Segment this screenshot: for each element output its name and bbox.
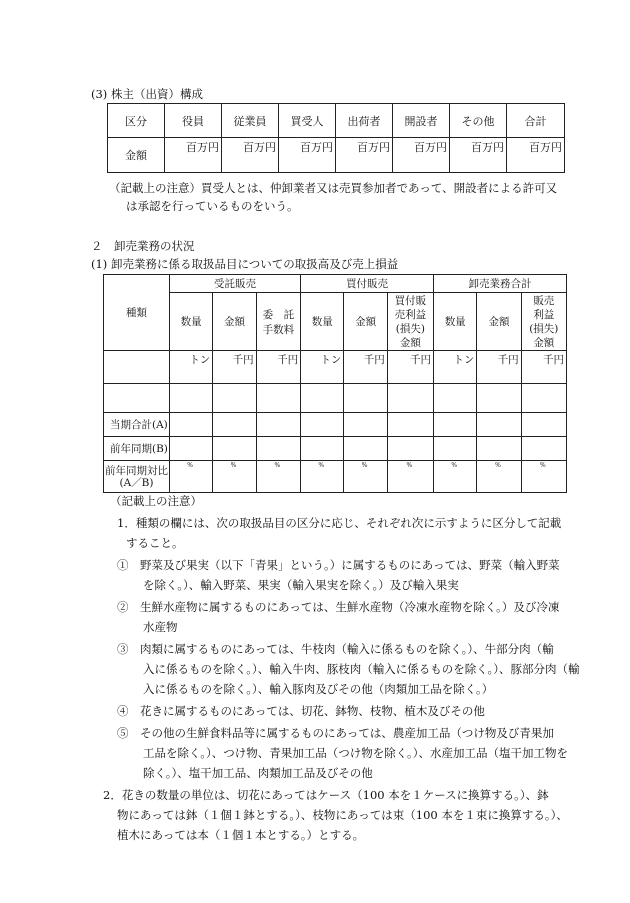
note-line: を除く。）、輸入野菜、果実（輸入果実を除く。）及び輸入果実 xyxy=(143,578,459,592)
note-line: 入に係るものを除く。）、輸入豚肉及びその他（肉類加工品を除く。） xyxy=(143,682,494,696)
note-line: 入に係るものを除く。）、輸入牛肉、豚枝肉（輸入に係るものを除く。）、豚部分肉（輸 xyxy=(143,662,580,676)
shareholder-table xyxy=(107,103,565,173)
unit-cell: トン xyxy=(170,351,213,384)
note-line: ③ 肉類に属するものにあっては、牛枝肉（輸入に係るものを除く。）、牛部分肉（輸 xyxy=(117,642,554,656)
note-line: ① 野菜及び果実（以下「青果」という。）に属するものにあっては、野菜（輸入野菜 xyxy=(117,558,560,572)
note-line: 工品を除く。）、つけ物、青果加工品（つけ物を除く。）、水産加工品（塩干加工物を xyxy=(143,746,569,760)
table-row xyxy=(104,351,567,384)
sub-quantity: 数量 xyxy=(170,293,213,351)
unit-cell: 百万円 xyxy=(392,138,449,173)
percent-cell: % xyxy=(521,461,566,493)
group-purchase: 買付販売 xyxy=(301,275,434,293)
unit-cell: 千円 xyxy=(344,351,387,384)
header-category: 区分 xyxy=(108,104,165,138)
percent-cell: % xyxy=(301,461,344,493)
note-line: 除く。）、塩干加工品、肉類加工品及びその他 xyxy=(143,766,373,780)
unit-cell: 百万円 xyxy=(164,138,221,173)
row-label-amount: 金額 xyxy=(108,138,165,173)
sub-buy-profit-l3: (損失) xyxy=(395,322,425,335)
note-line: 植木にあっては本（１個１本とする。）とする。 xyxy=(117,828,365,842)
percent-cell: % xyxy=(170,461,213,493)
sub-fee-line1: 委 託 xyxy=(262,308,295,321)
header-officers: 役員 xyxy=(164,104,221,138)
empty-kind-cell xyxy=(104,351,170,384)
wholesale-table xyxy=(103,274,567,493)
row-ratio xyxy=(104,461,170,493)
row-ratio-line1: 前年同期対比 xyxy=(105,464,168,477)
section3-title: (3) 株主（出資）構成 xyxy=(91,87,203,101)
sub-fee xyxy=(256,293,300,351)
sub-total-profit-l4: 金額 xyxy=(533,336,555,349)
table-row xyxy=(104,461,567,493)
group-consignment: 受託販売 xyxy=(170,275,301,293)
note-line: ⑤ その他の生鮮食料品等に属するものにあっては、農産加工品（つけ物及び青果加 xyxy=(117,726,554,740)
header-employees: 従業員 xyxy=(221,104,278,138)
sub-total-profit-l1: 販売 xyxy=(533,294,555,307)
sub-quantity: 数量 xyxy=(301,293,344,351)
unit-cell: 百万円 xyxy=(335,138,392,173)
unit-cell: 百万円 xyxy=(449,138,506,173)
header-buyers: 買受人 xyxy=(278,104,335,138)
sub-total-profit-l3: (損失) xyxy=(529,322,559,335)
unit-cell: 百万円 xyxy=(506,138,564,173)
percent-cell: % xyxy=(213,461,256,493)
sub-buy-profit-l4: 金額 xyxy=(399,336,421,349)
percent-cell: % xyxy=(344,461,387,493)
unit-cell: 千円 xyxy=(256,351,300,384)
sub-fee-line2: 手数料 xyxy=(262,323,295,336)
row-current-total: 当期合計(A) xyxy=(104,413,170,437)
group-total: 卸売業務合計 xyxy=(434,275,567,293)
header-shippers: 出荷者 xyxy=(335,104,392,138)
sub-buy-profit-l1: 買付販 xyxy=(394,294,427,307)
percent-cell: % xyxy=(256,461,300,493)
unit-cell: トン xyxy=(434,351,477,384)
unit-cell: トン xyxy=(301,351,344,384)
table-row xyxy=(104,437,567,461)
header-operator: 開設者 xyxy=(392,104,449,138)
sub-amount: 金額 xyxy=(213,293,256,351)
percent-cell: % xyxy=(477,461,521,493)
table-row xyxy=(104,384,567,413)
table-row xyxy=(104,413,567,437)
note-line: 物にあっては鉢（１個１鉢とする。）、枝物にあっては束（100 本を１束に換算する。）、 xyxy=(117,808,568,822)
unit-cell: 千円 xyxy=(387,351,433,384)
header-other: その他 xyxy=(449,104,506,138)
note-line: すること。 xyxy=(126,536,184,550)
header-total: 合計 xyxy=(506,104,564,138)
row-ratio-line2: (A／B) xyxy=(119,476,154,489)
section2-subtitle: (1) 卸売業務に係る取扱品目についての取扱高及び売上損益 xyxy=(91,257,399,271)
unit-cell: 千円 xyxy=(213,351,256,384)
unit-cell: 千円 xyxy=(521,351,566,384)
sub-buy-profit xyxy=(387,293,433,351)
note-line: 1．種類の欄には、次の取扱品目の区分に応じ、それぞれ次に示すように区分して記載 xyxy=(117,516,562,530)
note-line: ② 生鮮水産物に属するものにあっては、生鮮水産物（冷凍水産物を除く。）及び冷凍 xyxy=(117,600,560,614)
row-previous: 前年同期(B) xyxy=(104,437,170,461)
unit-cell: 百万円 xyxy=(221,138,278,173)
header-kind: 種類 xyxy=(104,275,170,351)
sub-amount: 金額 xyxy=(344,293,387,351)
sub-total-profit xyxy=(521,293,566,351)
percent-cell: % xyxy=(434,461,477,493)
notes-title: （記載上の注意） xyxy=(110,494,202,508)
section2-title: ２ 卸売業務の状況 xyxy=(91,239,195,253)
section3-note-line2: は承認を行っているものをいう。 xyxy=(126,199,299,213)
note-line: ④ 花きに属するものにあっては、切花、鉢物、枝物、植木及びその他 xyxy=(117,704,485,718)
sub-total-profit-l2: 利益 xyxy=(533,308,555,321)
note-line: 水産物 xyxy=(143,620,178,634)
sub-buy-profit-l2: 売利益 xyxy=(394,308,427,321)
percent-cell: % xyxy=(387,461,433,493)
unit-cell: 百万円 xyxy=(278,138,335,173)
sub-quantity: 数量 xyxy=(434,293,477,351)
unit-cell: 千円 xyxy=(477,351,521,384)
sub-amount: 金額 xyxy=(477,293,521,351)
section3-note-line1: （記載上の注意）買受人とは、仲卸業者又は売買参加者であって、開設者による許可又 xyxy=(109,181,558,195)
note-line: 2．花きの数量の単位は、切花にあってはケース（100 本を１ケースに換算する。）、鉢 xyxy=(103,788,549,802)
